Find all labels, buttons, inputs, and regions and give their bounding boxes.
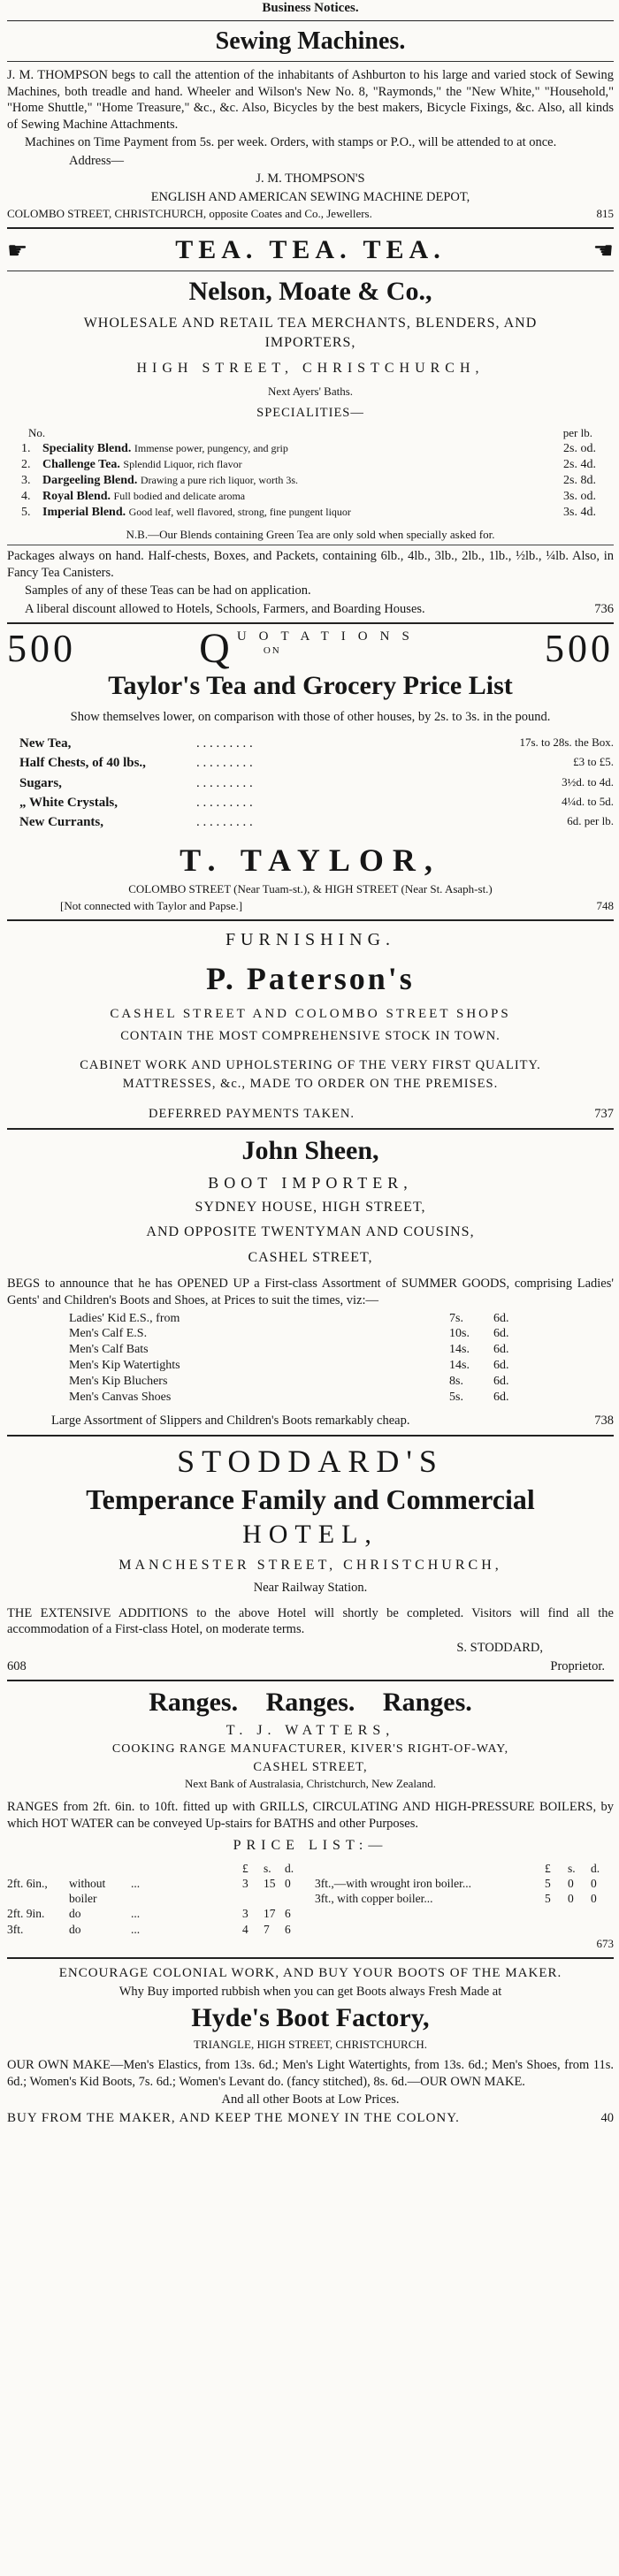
ad-sewing-machines [7,21,614,229]
dots: . . . . . . . . . [196,795,253,810]
signature-title: Proprietor. [550,1658,605,1673]
lsd-header [315,1861,614,1876]
item-price: 3½d. to 4d. [562,774,614,789]
ad-note: [Not connected with Taylor and Papse.] [60,898,243,912]
range-desc: without boiler [69,1876,106,1906]
range-size: 3ft. [7,1922,24,1936]
item-price: 6d. per lb. [567,814,614,828]
ad-number: 40 [600,2110,614,2125]
ad-body: Samples of any of these Teas can be had on application. [25,583,311,598]
address-line: COLOMBO STREET, CHRISTCHURCH, opposite Coates and Co., Jewellers. [7,207,372,221]
banner-letter: Q [199,625,230,673]
item-shillings: 8s. [449,1375,463,1389]
item-pence: 6d. [493,1359,509,1373]
ad-body: J. M. THOMPSON begs to call the attention of the inhabitants of Ashburton to his large and varied stock of Sewing Machines, both treadle and hand. Wheeler and Wilson's New No. 8, "Raymonds," the "New White," "Household," "Home Shuttle," "Home Treasure," &c., &c. Also, Bicycles by the best makers, Bicycle Fixings, &c. Also, all kinds of Sewing Machine Attachments. [7,68,614,132]
dots: . . . . . . . . . [196,736,253,751]
item-desc: Full bodied and delicate aroma [113,489,246,502]
item-pence: 6d. [493,1391,509,1405]
item-description [42,489,545,505]
item-name: Sugars, [19,775,62,790]
blank [315,1861,545,1876]
range-price: 15 [264,1876,276,1890]
ad-title: Taylor's Tea and Grocery Price List [108,671,513,701]
address-line: SYDNEY HOUSE, HIGH STREET, [195,1200,426,1216]
range-price: 0 [591,1892,597,1906]
tea-item [21,473,596,489]
firm-name: Nelson, Moate & Co., [7,271,614,309]
item-name: Ladies' Kid E.S., from [69,1311,180,1325]
ad-body: And all other Boots at Low Prices. [221,2092,400,2107]
range-desc: 3ft., with copper boiler... [315,1892,433,1906]
ad-footer: BUY FROM THE MAKER, AND KEEP THE MONEY IN THE COLONY. [7,2110,460,2125]
item-name: Royal Blend. [42,489,111,503]
shop-name: T. TAYLOR, [180,842,441,879]
item-name: Men's Kip Bluchers [69,1375,168,1389]
page-header: Business Notices. [7,0,614,21]
item-price: 2s. 8d. [563,473,596,487]
ad-hyde [7,1959,614,2133]
address-line: Near Railway Station. [253,1581,368,1596]
address-line: BOOT IMPORTER, [208,1173,413,1192]
address-line: AND OPPOSITE TWENTYMAN AND COUSINS, [146,1224,475,1240]
range-row [7,1906,306,1921]
ad-number: 673 [596,1936,614,1950]
col-header: per lb. [562,426,592,440]
ad-body: DEFERRED PAYMENTS TAKEN. [149,1107,355,1122]
ad-footer: Large Assortment of Slippers and Children's Boots remarkably cheap. [51,1413,410,1428]
ad-number: 736 [594,601,614,616]
section-title: PRICE LIST:— [233,1838,388,1854]
address-line: ENGLISH AND AMERICAN SEWING MACHINE DEPOT, [150,189,470,204]
tea-item [21,505,596,521]
item-name: New Currants, [19,815,103,830]
item-name: „ White Crystals, [19,795,118,810]
blank [131,1861,242,1876]
address-line: Next Bank of Australasia, Christchurch, New Zealand. [184,1777,437,1791]
range-price: 5 [545,1892,551,1906]
ad-body: MATTRESSES, &c., MADE TO ORDER ON THE PREMISES. [122,1076,499,1091]
range-price: 0 [591,1876,597,1890]
item-name: Men's Calf E.S. [69,1327,148,1341]
address-line: CASHEL STREET, [253,1759,368,1774]
pointing-hand-icon: ☛ [7,237,28,263]
item-name: Imperial Blend. [42,505,126,519]
item-shillings: 14s. [449,1359,470,1373]
item-price: 4¼d. to 5d. [562,794,614,808]
item-pence: 6d. [493,1343,509,1357]
address-line: COOKING RANGE MANUFACTURER, KIVER'S RIGHT-OF-WAY, [111,1741,509,1756]
ad-tea [7,229,614,624]
ad-body: Show themselves lower, on comparison with those of other houses, by 2s. to 3s. in the pound. [70,709,551,724]
range-price: 0 [568,1876,574,1890]
banner-word: ON [263,645,281,657]
boot-row [69,1326,529,1342]
lsd-label: £ [545,1861,551,1875]
ad-body: CONTAIN THE MOST COMPREHENSIVE STOCK IN TOWN. [120,1029,501,1044]
ad-taylor [7,624,614,920]
address-line: HIGH STREET, CHRISTCHURCH, [136,360,485,376]
item-desc: Immense power, pungency, and grip [134,442,288,454]
range-row [7,1876,306,1907]
item-shillings: 5s. [449,1391,463,1405]
lsd-label: d. [591,1861,600,1875]
dots: ... [131,1922,141,1936]
range-price: 0 [568,1892,574,1906]
ad-body: BEGS to announce that he has OPENED UP a First-class Assortment of SUMMER GOODS, comprising Ladies' Gents' and Children's Boots and Shoes, at Prices to suit the times, viz:— [7,1277,614,1307]
boot-row [69,1342,529,1358]
col-header: No. [28,426,46,440]
dots: . . . . . . . . . [196,815,253,830]
tea-item [21,457,596,473]
price-row [19,755,614,772]
ad-terms: Machines on Time Payment from 5s. per week. Orders, with stamps or P.O., will be attended to at once. [25,135,557,150]
item-number: 2. [21,457,31,471]
item-name: Men's Canvas Shoes [69,1391,172,1405]
item-description [42,441,545,457]
ad-body: A liberal discount allowed to Hotels, Schools, Farmers, and Boarding Houses. [25,601,425,616]
address-label: Address— [69,153,125,168]
item-price: 2s. 4d. [563,457,596,471]
lsd-header [7,1861,306,1876]
item-name: New Tea, [19,736,72,751]
item-price: £3 to £5. [573,755,614,769]
range-price: 17 [264,1907,276,1921]
ad-note: N.B.—Our Blends containing Green Tea are only sold when specially asked for. [126,527,495,541]
price-row [19,775,614,792]
item-number: 3. [21,473,31,487]
address-line: COLOMBO STREET (Near Tuam-st.), & HIGH STREET (Near St. Asaph-st.) [128,882,493,896]
hotel-name: Temperance Family and Commercial [86,1482,535,1515]
ad-number: 738 [594,1413,614,1428]
price-column [7,1861,306,1937]
range-row [315,1876,614,1891]
address-line: IMPORTERS, [264,335,356,351]
address-line: CASHEL STREET, [248,1249,373,1265]
lsd-label: s. [264,1861,271,1875]
lsd-label: d. [285,1861,294,1875]
banner-word: UOTATIONS [236,629,422,644]
range-price: 7 [264,1922,270,1936]
tea-list [7,441,614,521]
address-line: TRIANGLE, HIGH STREET, CHRISTCHURCH. [193,2037,428,2051]
ad-body: CABINET WORK AND UPHOLSTERING OF THE VERY FIRST QUALITY. [80,1057,541,1072]
item-number: 1. [21,442,31,455]
lsd-label: s. [568,1861,576,1875]
ad-stoddard [7,1437,614,1682]
ad-heading: ENCOURAGE COLONIAL WORK, AND BUY YOUR BOOTS OF THE MAKER. [58,1965,562,1980]
ad-number: 737 [594,1107,614,1122]
ad-paterson [7,921,614,1130]
dots: . . . . . . . . . [196,775,253,790]
blank [7,1861,69,1876]
ad-title: Ranges. Ranges. Ranges. [149,1688,472,1718]
shop-name: T. J. WATTERS, [225,1722,395,1738]
range-desc: do [69,1907,81,1921]
ad-body: OUR OWN MAKE—Men's Elastics, from 13s. 6d.; Men's Light Watertights, from 13s. 6d.; Men's Shoes, from 11s. 6d.; Women's Kid Boots, 7s. 6d.; Women's Levant do. (fancy stitched), 8s. 6d.—OUR OWN MAKE. [7,2058,614,2089]
range-price: 6 [285,1922,291,1936]
range-row [7,1922,306,1937]
item-price: 2s. od. [563,442,596,455]
item-desc: Drawing a pure rich liquor, worth 3s. [140,473,298,486]
item-description [42,473,545,489]
price-column [315,1861,614,1937]
ad-body: RANGES from 2ft. 6in. to 10ft. fitted up with GRILLS, CIRCULATING AND HIGH-PRESSURE BOILERS, by which HOT WATER can be conveyed Up-stairs for BATHS and other Purposes. [7,1800,614,1831]
ranges-price-table [7,1861,614,1937]
range-price: 5 [545,1876,551,1890]
blank [69,1861,131,1876]
range-price: 4 [242,1922,248,1936]
shop-name: P. Paterson's [206,961,415,997]
price-row [19,735,614,752]
tea-item [21,441,596,457]
ad-body: Packages always on hand. Half-chests, Boxes, and Packets, containing 6lb., 4lb., 3lb., 2lb., 1lb., ½lb., ¼lb. Also, in Fancy Tea Canisters. [7,549,614,580]
range-desc: do [69,1922,81,1936]
boot-row [69,1358,529,1374]
item-name: Men's Kip Watertights [69,1359,180,1373]
item-pence: 6d. [493,1327,509,1341]
dots: . . . . . . . . . [196,756,253,771]
shop-name: Hyde's Boot Factory, [191,2003,430,2033]
ad-sheen [7,1130,614,1437]
item-description [42,457,545,473]
item-price: 3s. 4d. [563,505,596,519]
hotel-name: STODDARD'S [177,1443,444,1479]
address-line: J. M. THOMPSON'S [256,171,365,187]
item-name: Dargeeling Blend. [42,473,138,487]
range-price: 6 [285,1907,291,1921]
item-description [42,505,545,521]
item-desc: Splendid Liquor, rich flavor [123,457,242,470]
signature: S. STODDARD, [456,1641,543,1656]
address-line: CASHEL STREET AND COLOMBO STREET SHOPS [110,1007,511,1022]
pointing-hand-icon: ☚ [592,237,614,263]
banner-number: 500 [7,627,76,671]
range-price: 0 [285,1876,291,1890]
item-number: 5. [21,505,31,519]
ad-number: 608 [7,1658,27,1673]
price-row [19,814,614,831]
price-list [7,735,614,831]
banner-number: 500 [545,627,614,671]
address-line: MANCHESTER STREET, CHRISTCHURCH, [118,1557,502,1573]
shop-name: John Sheen, [241,1135,379,1165]
boot-row [69,1374,529,1390]
ad-ranges [7,1681,614,1958]
range-desc: 3ft.,—with wrought iron boiler... [315,1876,471,1890]
hotel-name: HOTEL, [242,1519,378,1549]
item-price: 17s. to 28s. the Box. [519,735,614,750]
ad-heading: FURNISHING. [225,929,396,949]
address-line: Next Ayers' Baths. [267,385,354,399]
range-price: 3 [242,1907,248,1921]
item-price: 3s. od. [563,489,596,503]
ad-number: 748 [596,898,614,912]
ad-banner: TEA. TEA. TEA. [175,235,446,265]
item-pence: 6d. [493,1375,509,1389]
ad-body: THE EXTENSIVE ADDITIONS to the above Hotel will shortly be completed. Visitors will find all the accommodation of a First-class Hotel, on moderate terms. [7,1605,614,1637]
lsd-label: £ [242,1861,248,1875]
item-shillings: 10s. [449,1327,470,1341]
item-pence: 6d. [493,1311,509,1325]
ad-body: Why Buy imported rubbish when you can get Boots always Fresh Made at [118,1984,502,1999]
boot-row [69,1311,529,1327]
range-size: 2ft. 9in. [7,1907,45,1921]
item-name: Half Chests, of 40 lbs., [19,756,146,771]
range-row [315,1891,614,1906]
dots: ... [131,1876,141,1890]
item-shillings: 14s. [449,1343,470,1357]
item-name: Speciality Blend. [42,442,132,455]
tea-item [21,489,596,505]
range-price: 3 [242,1876,248,1890]
price-list [69,1311,529,1406]
price-row [19,795,614,812]
item-shillings: 7s. [449,1311,463,1325]
item-desc: Good leaf, well flavored, strong, fine pungent liquor [128,505,351,518]
boot-row [69,1390,529,1406]
ad-title: Sewing Machines. [7,26,614,62]
item-name: Challenge Tea. [42,457,120,471]
quotations-banner [7,625,614,673]
range-size: 2ft. 6in., [7,1876,48,1890]
ad-number: 815 [596,207,614,221]
address-line: WHOLESALE AND RETAIL TEA MERCHANTS, BLENDERS, AND [83,315,538,331]
dots: ... [131,1907,141,1921]
item-name: Men's Calf Bats [69,1343,149,1357]
item-number: 4. [21,489,31,503]
section-title: SPECIALITIES— [256,405,364,420]
